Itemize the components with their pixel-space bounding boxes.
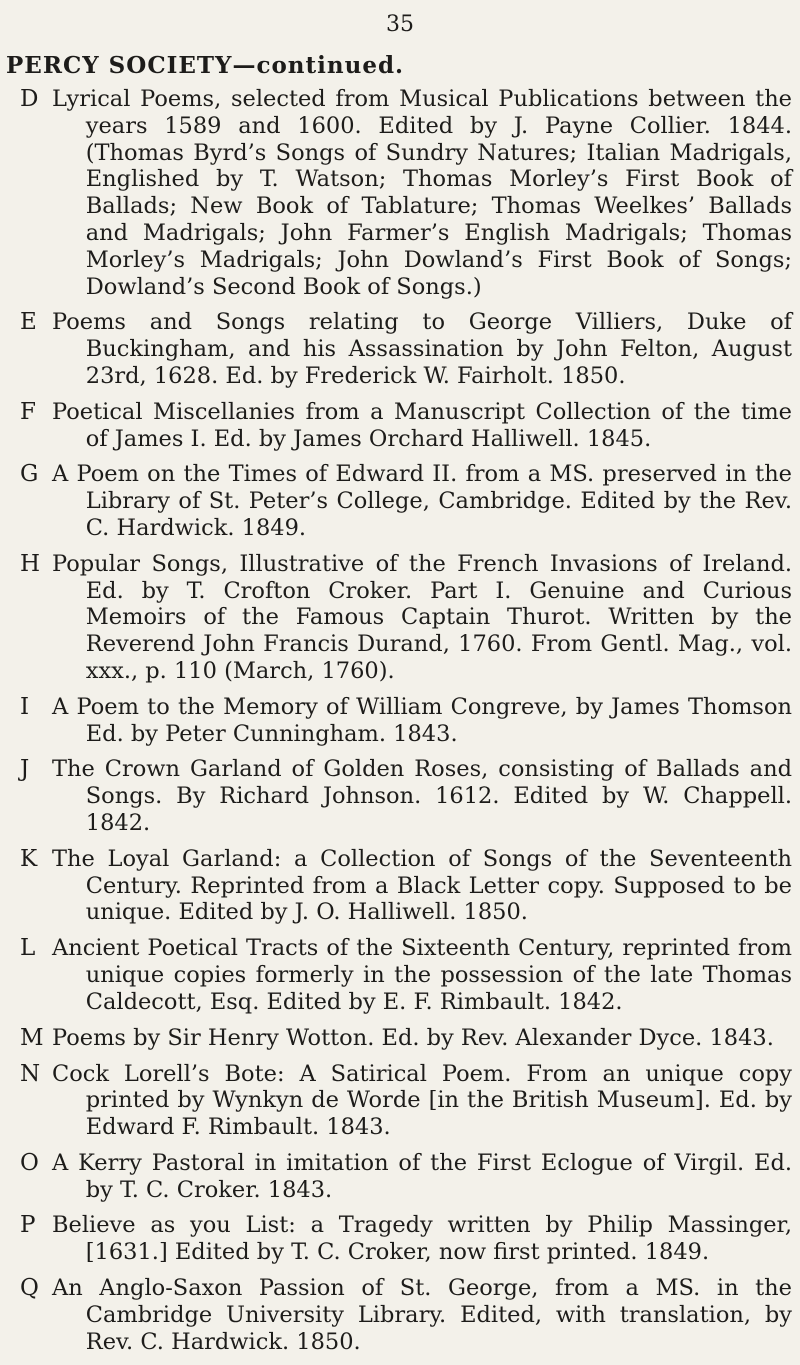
entry-text: The Crown Garland of Golden Roses, consisting of Ballads and Songs. By Richard Johnson. 1612. Edited by W. Chappell. 1842.	[52, 756, 792, 836]
entry-e	[6, 309, 792, 389]
entry-letter: G	[20, 461, 39, 488]
entry-d	[6, 86, 792, 300]
entry-text: A Kerry Pastoral in imitation of the First Eclogue of Virgil. Ed. by T. C. Croker. 1843.	[52, 1149, 792, 1203]
entry-letter: P	[20, 1212, 36, 1239]
entry-text: A Poem on the Times of Edward II. from a MS. preserved in the Library of St. Peter’s College, Cambridge. Edited by the Rev. C. Hardwick. 1849.	[52, 461, 792, 541]
page-number: 35	[386, 12, 414, 37]
entry-text: Poems by Sir Henry Wotton. Ed. by Rev. Alexander Dyce. 1843.	[52, 1024, 774, 1051]
entry-g	[6, 461, 792, 541]
entry-text: The Loyal Garland: a Collection of Songs of the Seventeenth Century. Reprinted from a Black Letter copy. Supposed to be unique. Edited by J. O. Halliwell. 1850.	[52, 845, 792, 926]
entry-n	[6, 1061, 792, 1141]
entry-text: Popular Songs, Illustrative of the French Invasions of Ireland. Ed. by T. Crofton Croker. Part I. Genuine and Curious Memoirs of the Famous Captain Thurot. Written by the Reverend John Francis Durand, 1760. From Gentl. Mag., vol. xxx., p. 110 (March, 1760).	[52, 550, 792, 684]
entry-text: Poetical Miscellanies from a Manuscript Collection of the time of James I. Ed. by James Orchard Halliwell. 1845.	[52, 398, 792, 452]
entry-letter: L	[20, 935, 36, 962]
entry-letter: E	[20, 309, 37, 336]
entry-letter: H	[20, 550, 41, 577]
entry-text: Ancient Poetical Tracts of the Sixteenth Century, reprinted from unique copies formerly in the possession of the late Thomas Caldecott, Esq. Edited by E. F. Rimbault. 1842.	[52, 935, 792, 1015]
entry-letter: Q	[20, 1275, 39, 1302]
entry-text: Cock Lorell’s Bote: A Satirical Poem. From an unique copy printed by Wynkyn de Worde [in the British Museum]. Ed. by Edward F. Rimbault. 1843.	[52, 1060, 792, 1141]
entry-j	[6, 756, 792, 836]
entry-l	[6, 935, 792, 1015]
entry-text: An Anglo-Saxon Passion of St. George, from a MS. in the Cambridge University Library. Edited, with translation, by Rev. C. Hardwick. 1850.	[52, 1275, 792, 1355]
entry-p	[6, 1212, 792, 1266]
entry-text: Poems and Songs relating to George Villiers, Duke of Buckingham, and his Assassination by John Felton, August 23rd, 1628. Ed. by Frederick W. Fairholt. 1850.	[52, 309, 792, 389]
entry-letter: I	[20, 693, 30, 720]
entry-list	[6, 86, 792, 1364]
entry-letter: D	[20, 86, 39, 112]
entry-m	[6, 1025, 792, 1052]
entry-letter: F	[20, 398, 36, 425]
entry-text: Believe as you List: a Tragedy written by Philip Massinger, [1631.] Edited by T. C. Croker, now first printed. 1849.	[52, 1212, 792, 1266]
entry-letter: N	[20, 1060, 41, 1087]
entry-letter: O	[20, 1149, 39, 1176]
entry-letter: M	[20, 1024, 44, 1051]
entry-q	[6, 1275, 792, 1355]
entry-letter: K	[20, 845, 38, 872]
entry-letter: J	[20, 756, 30, 783]
entry-o	[6, 1150, 792, 1204]
section-heading: PERCY SOCIETY—continued.	[6, 52, 405, 79]
entry-f	[6, 399, 792, 453]
entry-text: Lyrical Poems, selected from Musical Publications between the years 1589 and 1600. Edited by J. Payne Collier. 1844. (Thomas Byrd’s Songs of Sundry Natures; Italian Madrigals, Englished by T. Watson; Thomas Morley’s First Book of Ballads; New Book of Tablature; Thomas Weelkes’ Ballads and Madrigals; John Farmer’s English Madrigals; Thomas Morley’s Madrigals; John Dowland’s First Book of Songs; Dowland’s Second Book of Songs.)	[52, 86, 792, 300]
entry-h	[6, 551, 792, 685]
entry-text: A Poem to the Memory of William Congreve, by James Thomson Ed. by Peter Cunningham. 1843.	[52, 693, 792, 747]
entry-i	[6, 694, 792, 748]
entry-k	[6, 846, 792, 926]
